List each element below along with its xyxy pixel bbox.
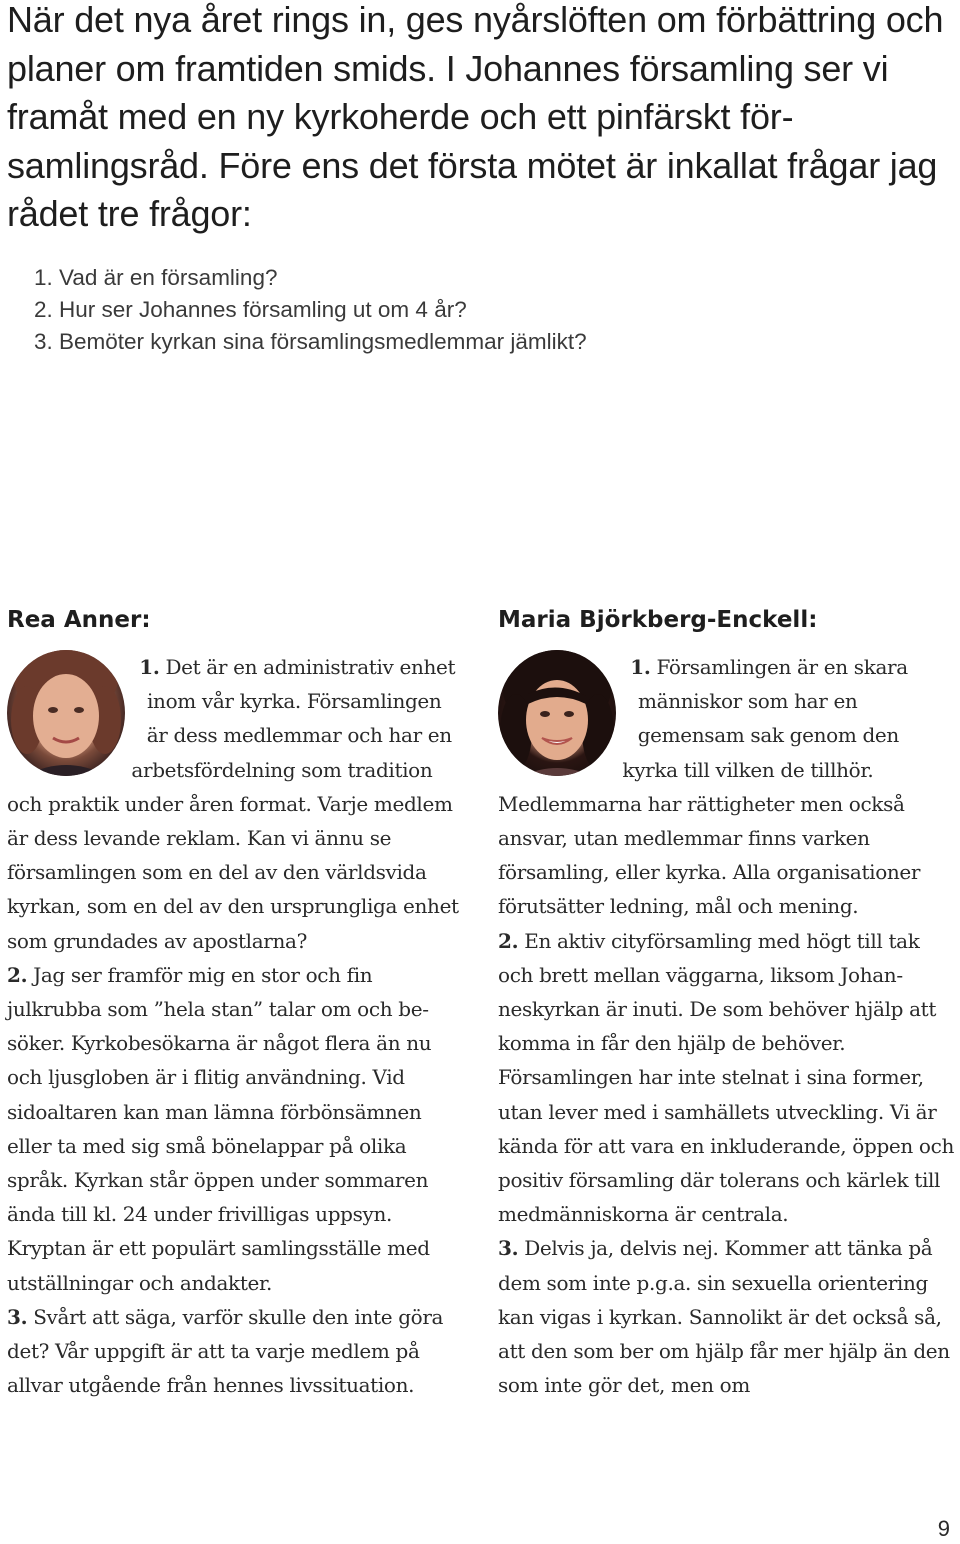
- respondent-name: Rea Anner:: [7, 607, 151, 633]
- question-item: 3. Bemöter kyrkan sina församlingsmedlemmar jämlikt?: [34, 329, 587, 354]
- answer-2: 2. Jag ser framför mig en stor och fin julkrubba som ”hela stan” talar om och besöker. Kyrkobesökarna är något flera än nu och ljusgloben är i flitig användning. Vid sidoaltaren kan man lämna förbönsämnen eller ta med sig små bönelappar på olika språk. Kyrkan står öppen under sommaren ända till kl. 24 under frivilligas uppsyn. Kryptan är ett populärt samlingsställe med utställningar och andakter.: [7, 962, 432, 1295]
- respondent-column-maria: [498, 604, 958, 1402]
- question-item: 2. Hur ser Johannes församling ut om 4 år?: [34, 297, 467, 322]
- intro-paragraph: När det nya året rings in, ges nyårslöften om förbättring och planer om framtiden smids. I Johannes församling ser vi framåt med en ny kyrkoherde och ett pinfärskt församlingsråd. Före ens det första mötet är inkallat frågar jag rådet tre frågor:: [7, 0, 944, 234]
- answer-2: 2. En aktiv cityförsamling med högt till tak och brett mellan väggarna, liksom Johanneskyrkan är inuti. De som behöver hjälp att komma in får den hjälp de behöver. Församlingen har inte stelnat i sina former, utan lever med i samhällets utveckling. Vi är kända för att vara en inkluderande, öppen och positiv församling där tolerans och kärlek till medmänniskorna är centrala.: [498, 928, 954, 1227]
- answer-3: 3. Delvis ja, delvis nej. Kommer att tänka på dem som inte p.g.a. sin sexuella orientering kan vigas i kyrkan. Sannolikt är det också så, att den som ber om hjälp får mer hjälp än den som inte gör det, men om: [498, 1236, 950, 1398]
- page-number: 9: [937, 1516, 950, 1541]
- answer-3: 3. Svårt att säga, varför skulle den inte göra det? Vår uppgift är att ta varje medlem på allvar utgående från hennes livssituation.: [7, 1304, 444, 1398]
- portrait-photo-rea: [7, 650, 125, 776]
- respondent-column-rea: [7, 604, 467, 1402]
- question-list: [34, 262, 587, 358]
- question-item: 1. Vad är en församling?: [34, 265, 278, 290]
- respondent-answers: [7, 650, 467, 1402]
- portrait-photo-maria: [498, 650, 616, 776]
- respondent-name: Maria Björkberg-Enckell:: [498, 607, 818, 633]
- answer-1: 1. Det är en administrativ enhet inom vår kyrka. Församlingen är dess medlemmar och har en arbetsfördelning som tradition och praktik under åren format. Varje medlem är dess levande reklam. Kan vi ännu se församlingen som en del av den världsvida kyrkan, som en del av den ursprungliga enhet som grundades av apostlarna?: [7, 655, 459, 953]
- respondent-answers: [498, 650, 958, 1402]
- answer-1: 1. Församlingen är en skara människor som har en gemensam sak genom den kyrka till vilken de tillhör. Medlemmarna har rättigheter men också ansvar, utan medlemmar finns varken församling, eller kyrka. Alla organisationer förutsätter ledning, mål och mening.: [498, 655, 921, 919]
